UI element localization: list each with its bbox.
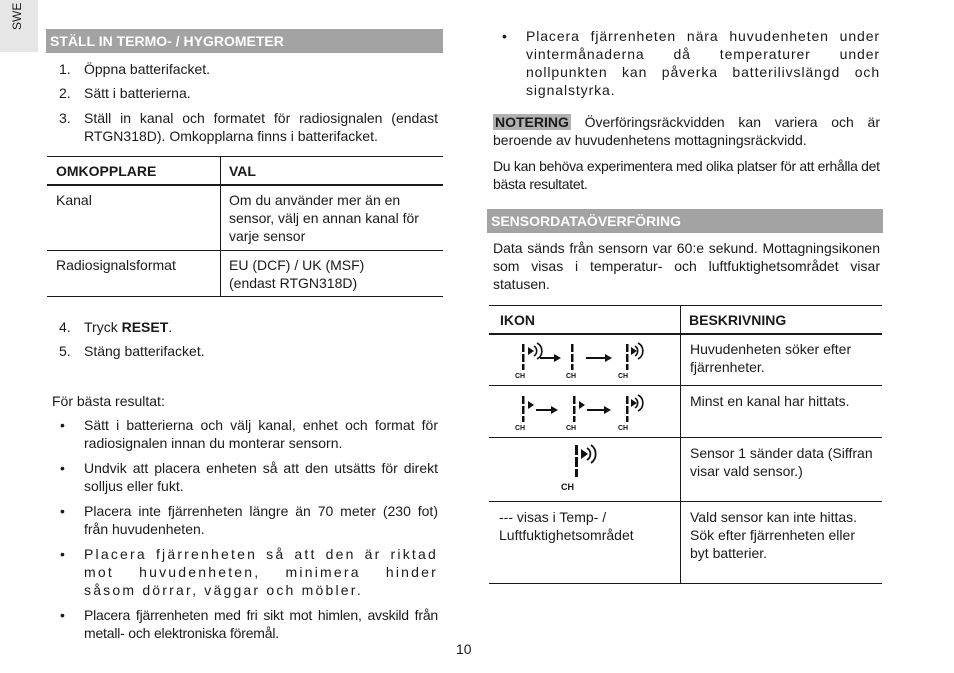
table-cell: Huvudenheten söker efter fjärrenheter. — [690, 341, 852, 375]
searching-signal-icon — [510, 338, 650, 382]
step-text: Öppna batterifacket. — [84, 61, 211, 77]
step-number: 2. — [59, 85, 71, 101]
table-rule — [47, 156, 443, 157]
table-rule — [489, 501, 882, 502]
bullet-dot: • — [60, 607, 65, 623]
table-header: BESKRIVNING — [689, 312, 787, 328]
table-rule — [489, 305, 882, 306]
step-number: 5. — [59, 343, 71, 359]
best-results-intro: För bästa resultat: — [52, 393, 165, 409]
ch-label: CH — [566, 425, 577, 432]
page-number: 10 — [456, 641, 472, 657]
table-header: OMKOPPLARE — [56, 163, 157, 179]
table-rule — [220, 156, 221, 297]
tip-text: Placera fjärrenheten nära huvudenheten under vintermånaderna då temperaturer under nollpunkten kan påverka batterilivslängd och signalstyrka. — [526, 28, 880, 98]
table-rule — [489, 583, 882, 584]
table-cell: Radiosignalsformat — [56, 257, 176, 273]
language-label: SWE — [10, 2, 24, 30]
step-text: Tryck RESET. — [84, 319, 173, 335]
table-cell: Om du använder mer än en sensor, välj en annan kanal för varje sensor — [229, 192, 419, 244]
bullet-dot: • — [60, 503, 65, 519]
ch-label: CH — [618, 425, 629, 432]
section-heading-sensor — [487, 209, 883, 233]
table-cell: --- visas i Temp- / Luftfuktighetsområdet — [499, 509, 634, 543]
bullet-dot: • — [60, 546, 65, 562]
step-number: 3. — [59, 110, 71, 126]
table-rule — [489, 385, 882, 386]
ch-label: CH — [515, 373, 526, 380]
ch-label: CH — [566, 373, 577, 380]
ch-label: CH — [515, 425, 526, 432]
table-cell: Sensor 1 sänder data (Siffran visar vald sensor.) — [690, 445, 873, 479]
tip-text: Undvik att placera enheten så att den utsätts för direkt solljus eller fukt. — [84, 460, 438, 494]
channel-found-icon — [510, 390, 650, 434]
note-label: NOTERING — [495, 114, 569, 130]
step-text: Sätt i batterierna. — [84, 85, 191, 101]
ch-label: CH — [561, 482, 574, 492]
section-heading-text: SENSORDATAÖVERFÖRING — [491, 213, 682, 229]
tip-text: Placera fjärrenheten så att den är riktad mot huvudenheten, minimera hinder såsom dörrar, väggar och möbler. — [84, 546, 438, 598]
step-number: 4. — [59, 319, 71, 335]
table-cell: EU (DCF) / UK (MSF) (endast RTGN318D) — [229, 257, 365, 291]
step-number: 1. — [59, 61, 71, 77]
table-rule — [489, 437, 882, 438]
tip-text: Placera fjärrenheten med fri sikt mot himlen, avskild från metall- och elektroniska föremål. — [84, 607, 438, 641]
tip-text: Sätt i batterierna och välj kanal, enhet och format för radiosignalen innan du monterar sensorn. — [84, 417, 438, 451]
table-rule — [47, 184, 443, 186]
table-rule — [47, 250, 443, 251]
step-text: Stäng batterifacket. — [84, 343, 205, 359]
note-paragraph-2: Du kan behöva experimentera med olika platser för att erhålla det bästa resultatet. — [493, 158, 880, 192]
sensor-sending-icon — [555, 441, 605, 495]
language-tab — [0, 0, 38, 52]
table-rule — [680, 305, 681, 584]
table-rule — [489, 333, 882, 335]
table-rule — [47, 296, 443, 297]
bullet-dot: • — [502, 28, 507, 44]
step-text: Ställ in kanal och formatet för radiosignalen (endast RTGN318D). Omkopplarna finns i batterifacket. — [84, 110, 438, 144]
ch-label: CH — [618, 373, 629, 380]
bullet-dot: • — [60, 460, 65, 476]
sensor-intro: Data sänds från sensorn var 60:e sekund. Mottagningsikonen som visas i temperatur- och luftfuktighetsområdet visar statusen. — [493, 240, 880, 292]
table-cell: Vald sensor kan inte hittas. Sök efter fjärrenheten eller byt batterier. — [690, 509, 858, 561]
table-cell: Minst en kanal har hittats. — [690, 393, 850, 409]
bullet-dot: • — [60, 417, 65, 433]
table-header: VAL — [229, 163, 256, 179]
table-header: IKON — [500, 312, 535, 328]
table-cell: Kanal — [56, 192, 92, 208]
reset-keyword: RESET — [121, 319, 169, 335]
tip-text: Placera inte fjärrenheten längre än 70 meter (230 fot) från huvudenheten. — [84, 503, 438, 537]
section-heading-thermo — [46, 29, 443, 53]
section-heading-text: STÄLL IN TERMO- / HYGROMETER — [50, 33, 284, 49]
note-paragraph: NOTERING Överföringsräckvidden kan variera och är beroende av huvudenhetens mottagningsräckvidd. — [493, 114, 880, 148]
